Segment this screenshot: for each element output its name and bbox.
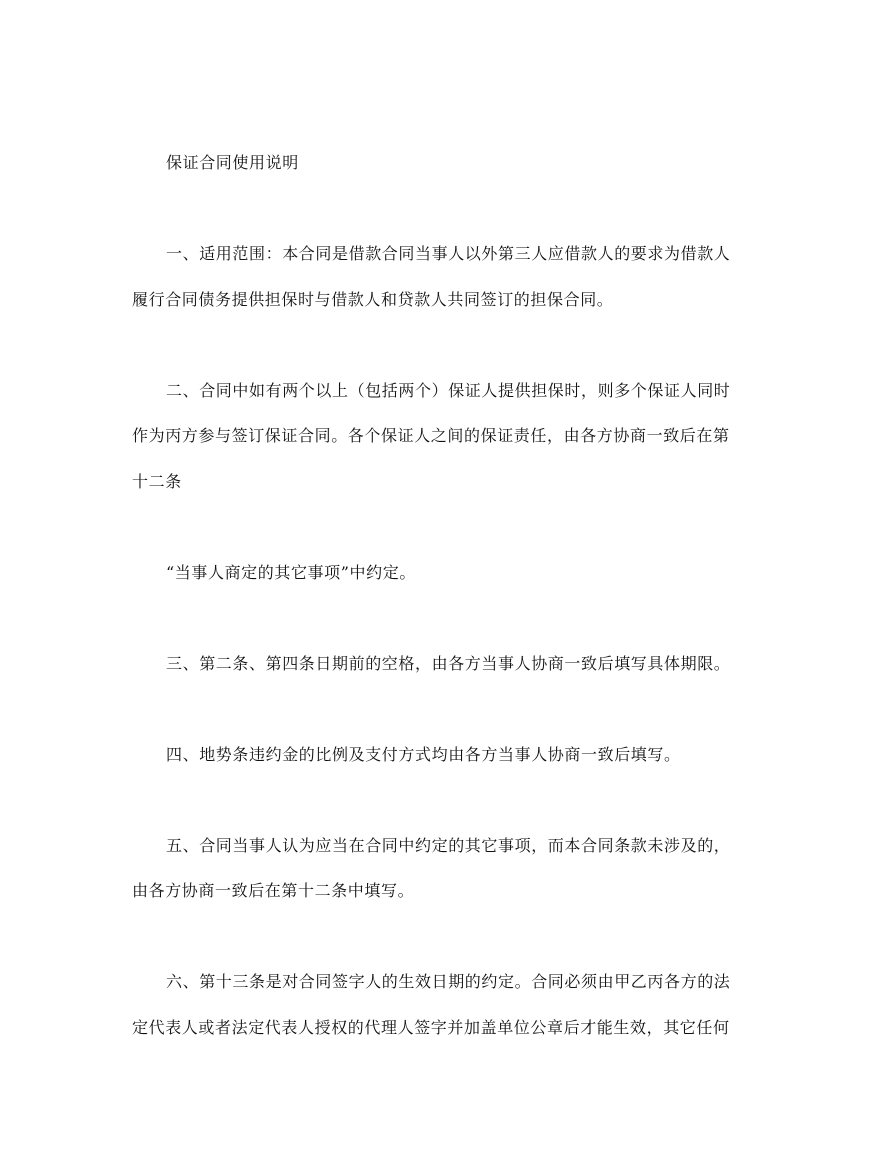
paragraph-line: 五、合同当事人认为应当在合同中约定的其它事项，而本合同条款未涉及的，	[166, 836, 731, 855]
paragraph-line: 一、适用范围：本合同是借款合同当事人以外第三人应借款人的要求为借款人	[166, 244, 731, 263]
document-title: 保证合同使用说明	[166, 153, 299, 172]
paragraph-line: “当事人商定的其它事项”中约定。	[166, 563, 416, 582]
paragraph-line: 十二条	[132, 472, 182, 491]
paragraph-line: 定代表人或者法定代表人授权的代理人签字并加盖单位公章后才能生效，其它任何	[132, 1018, 730, 1037]
paragraph-line: 履行合同债务提供担保时与借款人和贷款人共同签订的担保合同。	[132, 290, 614, 309]
paragraph-line: 六、第十三条是对合同签字人的生效日期的约定。合同必须由甲乙丙各方的法	[166, 972, 731, 991]
paragraph-line: 由各方协商一致后在第十二条中填写。	[132, 881, 415, 900]
paragraph-line: 二、合同中如有两个以上（包括两个）保证人提供担保时，则多个保证人同时	[166, 381, 731, 400]
paragraph-line: 四、地势条违约金的比例及支付方式均由各方当事人协商一致后填写。	[166, 745, 681, 764]
paragraph-line: 作为丙方参与签订保证合同。各个保证人之间的保证责任，由各方协商一致后在第	[132, 426, 730, 445]
paragraph-line: 三、第二条、第四条日期前的空格，由各方当事人协商一致后填写具体期限。	[166, 654, 731, 673]
